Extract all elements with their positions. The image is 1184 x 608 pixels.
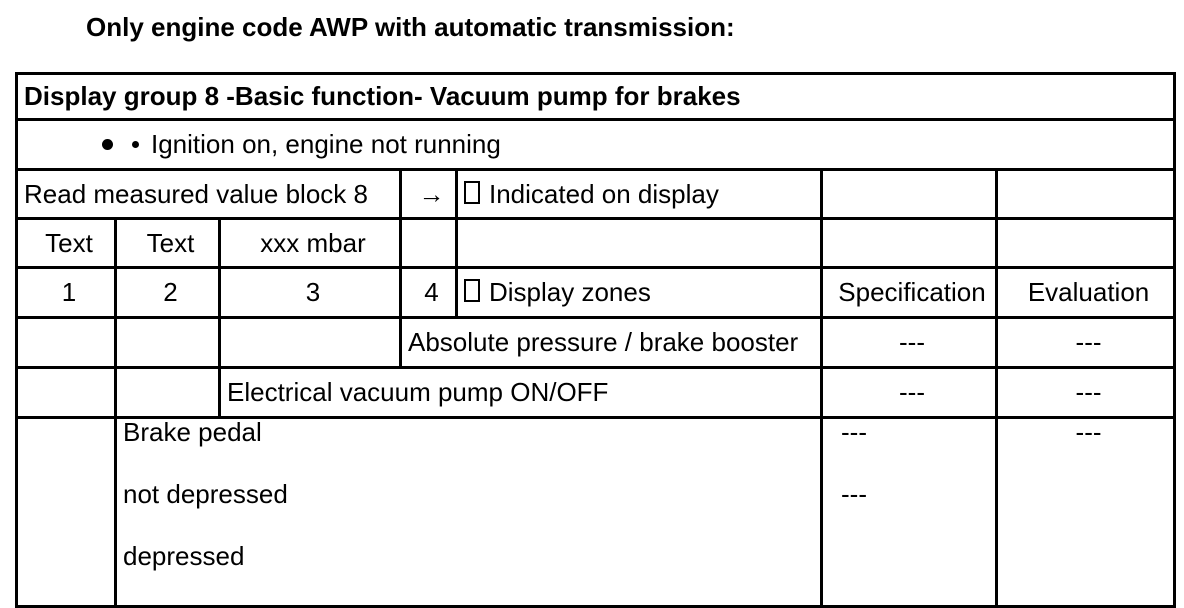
bullet-large-icon	[102, 139, 113, 150]
not-depressed-line: not depressed	[123, 479, 288, 509]
depressed-line: depressed	[123, 541, 245, 571]
vacuum-pump-row	[17, 368, 1175, 418]
vacuum-pump-eval-cell: ---	[997, 368, 1175, 418]
evaluation-header-cell: Evaluation	[997, 268, 1175, 318]
brake-pedal-label-cell	[116, 418, 822, 607]
zone-3-cell: 3	[220, 268, 401, 318]
brake-pedal-row	[17, 418, 1175, 607]
empty-cell	[116, 368, 220, 418]
format-cell-2: Text	[116, 219, 220, 268]
empty-cell	[17, 368, 116, 418]
page-title: Only engine code AWP with automatic transmission:	[86, 12, 735, 42]
display-box-icon	[464, 279, 480, 302]
empty-cell	[457, 219, 822, 268]
brake-pedal-line: Brake pedal	[123, 417, 262, 447]
display-zones-text: Display zones	[489, 277, 651, 307]
brake-pedal-spec-cell	[822, 418, 997, 607]
spec-dash-1: ---	[841, 417, 867, 447]
vacuum-pump-label-cell: Electrical vacuum pump ON/OFF	[220, 368, 822, 418]
read-value-row	[17, 170, 1175, 219]
zones-header-row	[17, 268, 1175, 318]
indicated-cell	[457, 170, 822, 219]
display-group-8-table	[15, 72, 1176, 608]
empty-eval-cell	[997, 170, 1175, 219]
eval-dash: ---	[1075, 417, 1102, 447]
empty-spec-cell	[822, 170, 997, 219]
absolute-pressure-row	[17, 318, 1175, 368]
read-action-cell: Read measured value block 8	[17, 170, 401, 219]
condition-row	[17, 120, 1175, 170]
vacuum-pump-spec-cell: ---	[822, 368, 997, 418]
specification-header-cell: Specification	[822, 268, 997, 318]
empty-cell	[116, 318, 220, 368]
format-cell-3: xxx mbar	[220, 219, 401, 268]
display-box-icon	[464, 181, 480, 204]
display-zones-cell	[457, 268, 822, 318]
arrow-right-icon: →	[401, 170, 457, 219]
empty-cell	[220, 318, 401, 368]
zone-4-cell: 4	[401, 268, 457, 318]
absolute-pressure-spec-cell: ---	[822, 318, 997, 368]
absolute-pressure-label-cell: Absolute pressure / brake booster	[401, 318, 822, 368]
zone-1-cell: 1	[17, 268, 116, 318]
table-header-row	[17, 74, 1175, 120]
brake-pedal-eval-cell	[997, 418, 1175, 607]
condition-text: Ignition on, engine not running	[151, 129, 501, 159]
empty-cell	[17, 418, 116, 607]
bullet-small-icon	[132, 141, 139, 148]
empty-cell	[997, 219, 1175, 268]
empty-cell	[401, 219, 457, 268]
empty-cell	[17, 318, 116, 368]
zone-2-cell: 2	[116, 268, 220, 318]
absolute-pressure-eval-cell: ---	[997, 318, 1175, 368]
table-header-cell: Display group 8 -Basic function- Vacuum pump for brakes	[17, 74, 1175, 120]
condition-cell	[17, 120, 1175, 170]
indicated-text: Indicated on display	[489, 178, 719, 209]
format-cell-1: Text	[17, 219, 116, 268]
spec-dash-2: ---	[841, 479, 867, 509]
format-row	[17, 219, 1175, 268]
empty-cell	[822, 219, 997, 268]
